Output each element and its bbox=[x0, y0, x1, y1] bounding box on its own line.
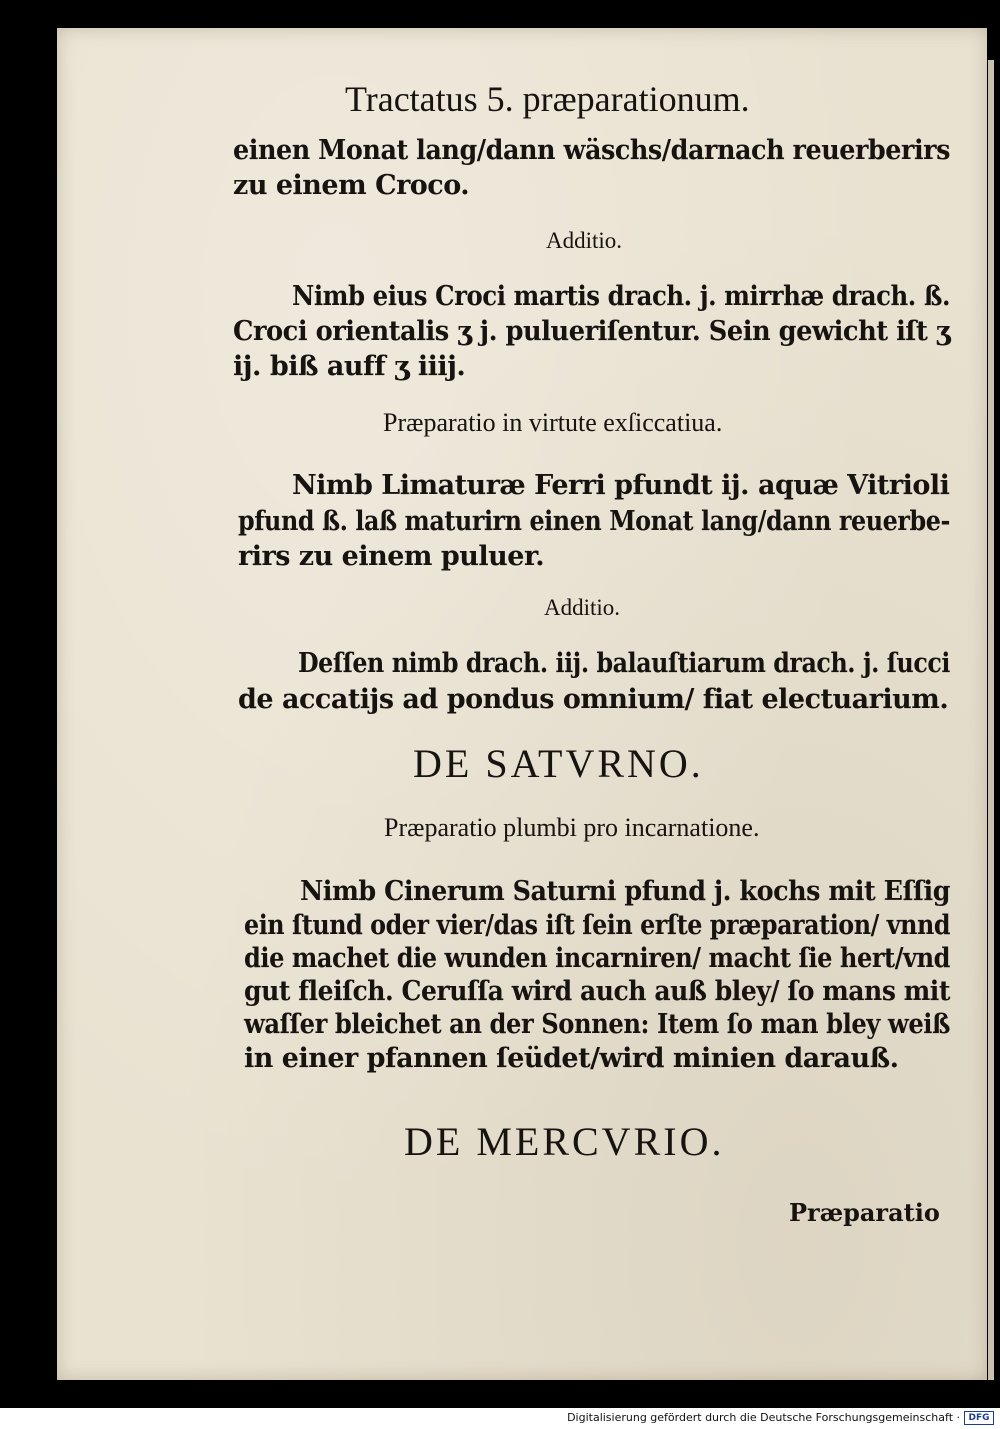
footer-bar bbox=[0, 1408, 1000, 1429]
text-line: gut fleiſch. Ceruſſa wird auch auß bley/ ſo mans mit bbox=[244, 976, 950, 1007]
additio-heading: Additio. bbox=[544, 595, 621, 620]
text-line: Nimb eius Croci martis drach. j. mirrhæ drach. ß. bbox=[292, 281, 951, 312]
section-heading: Præparatio plumbi pro incarnatione. bbox=[384, 813, 760, 842]
text-line: waſſer bleichet an der Sonnen: Item ſo man bley weiß bbox=[244, 1009, 951, 1040]
text-line: ij. biß auff ʒ iiij. bbox=[233, 351, 466, 382]
page-edge bbox=[988, 60, 994, 1380]
dfg-logo-icon: DFG bbox=[964, 1411, 994, 1425]
text-line: Croci orientalis ʒ j. pulueriſentur. Sein gewicht iſt ʒ bbox=[233, 316, 950, 347]
text-line: rirs zu einem puluer. bbox=[238, 541, 545, 572]
text-line: Deſſen nimb drach. iij. balauſtiarum drach. j. ſucci bbox=[298, 648, 950, 679]
text-line: die machet die wunden incarniren/ macht ſie hert/vnd bbox=[244, 943, 950, 974]
mercury-heading: DE MERCVRIO. bbox=[404, 1119, 725, 1164]
text-line: in einer pfannen ſeüdet/wird minien darauß. bbox=[244, 1043, 899, 1074]
running-head: Tractatus 5. præparationum. bbox=[345, 79, 750, 119]
section-heading: Præparatio in virtute exſiccatiua. bbox=[383, 408, 723, 437]
text-line: pfund ß. laß maturirn einen Monat lang/dann reuerbe- bbox=[238, 506, 950, 537]
text-line: einen Monat lang/dann wäschs/darnach reuerberirs bbox=[233, 135, 950, 166]
text-line: Nimb Limaturæ Ferri pfundt ij. aquæ Vitrioli bbox=[292, 470, 950, 501]
catchword: Præparatio bbox=[789, 1198, 940, 1227]
text-line: zu einem Croco. bbox=[233, 170, 470, 201]
text-line: ein ſtund oder vier/das iſt ſein erſte præparation/ vnnd bbox=[244, 910, 951, 941]
additio-heading: Additio. bbox=[546, 228, 623, 253]
saturn-heading: DE SATVRNO. bbox=[413, 741, 704, 786]
funding-credit: Digitalisierung gefördert durch die Deutsche Forschungsgemeinschaft · bbox=[567, 1411, 960, 1424]
text-line: Nimb Cinerum Saturni pfund j. kochs mit Eſſig bbox=[300, 876, 951, 907]
text-line: de accatijs ad pondus omnium/ fiat electuarium. bbox=[238, 684, 949, 715]
